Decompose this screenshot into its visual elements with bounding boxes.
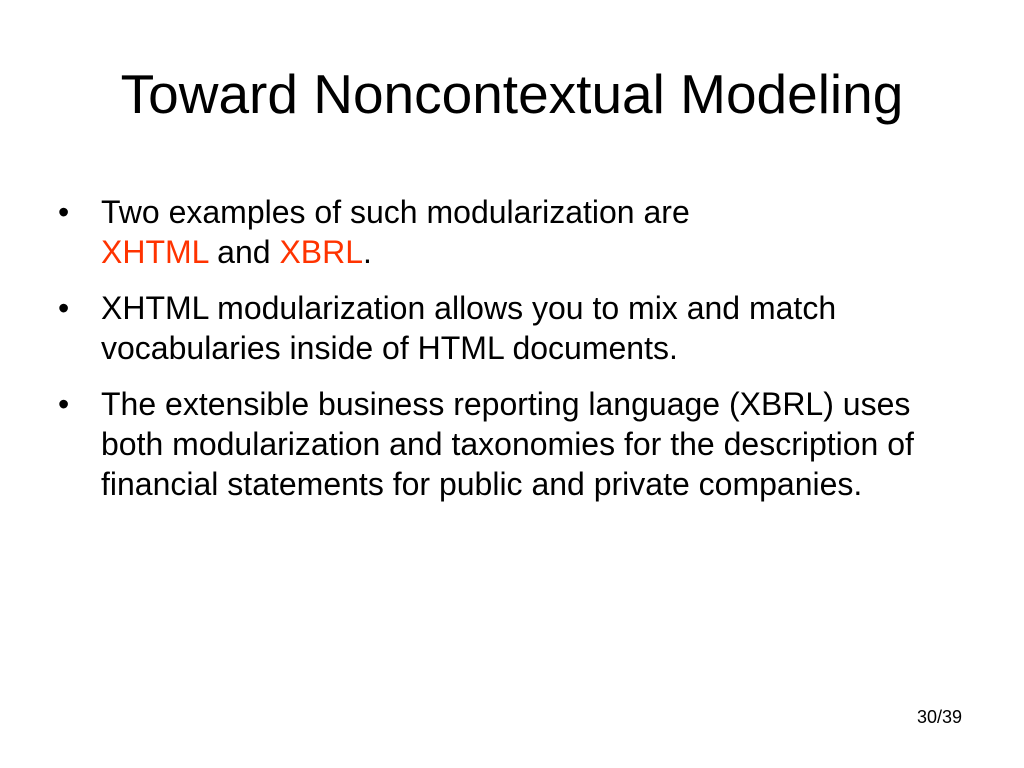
- bullet-text: XHTML modularization allows you to mix and match vocabularies inside of HTML documents.: [101, 290, 837, 366]
- bullet-text: Two examples of such modularization are: [101, 194, 690, 230]
- bullet-marker: •: [58, 290, 70, 326]
- bullet-marker: •: [58, 386, 70, 422]
- slide-title: Toward Noncontextual Modeling: [120, 63, 904, 125]
- xhtml-term: XHTML: [101, 234, 209, 270]
- bullet-marker: •: [58, 194, 70, 230]
- bullet-text: The extensible business reporting language (XBRL) uses both modularization and taxonomies for the description of financial statements for public and private companies.: [101, 386, 914, 502]
- page-number: 30/39: [916, 707, 962, 727]
- bullet-item-1: [58, 192, 978, 272]
- bullet-item-3: [58, 384, 978, 504]
- bullet-item-2: [58, 288, 978, 368]
- xbrl-term: XBRL: [279, 234, 364, 270]
- bullet-text-and: and: [217, 234, 271, 270]
- bullet-list: [58, 192, 978, 520]
- bullet-text-period: .: [363, 234, 372, 270]
